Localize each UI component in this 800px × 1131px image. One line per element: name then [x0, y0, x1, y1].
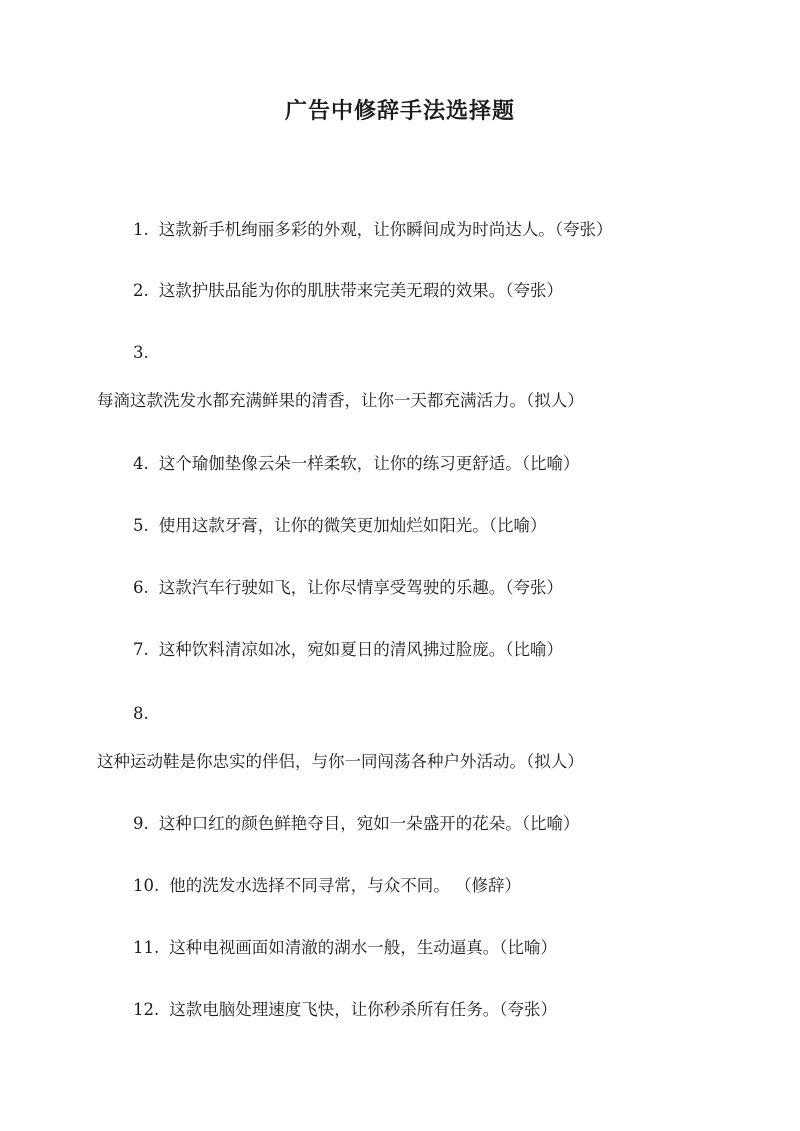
question-item-12 [133, 998, 557, 1022]
question-item-11 [133, 936, 557, 960]
question-number: 11. [133, 938, 160, 957]
question-text: 使用这款牙膏，让你的微笑更加灿烂如阳光。（比喻） [158, 516, 547, 535]
question-number: 7. [133, 640, 149, 659]
question-item-6 [133, 576, 563, 600]
question-number-3: 3. [133, 343, 149, 362]
question-text: 这种饮料清凉如冰，宛如夏日的清风拂过脸庞。（比喻） [158, 640, 563, 659]
question-text: 这种口红的颜色鲜艳夺目，宛如一朵盛开的花朵。（比喻） [158, 814, 580, 833]
question-text: 这款电脑处理速度飞快，让你秒杀所有任务。（夸张） [169, 1000, 557, 1019]
question-number: 12. [133, 1000, 160, 1019]
question-text-3: 每滴这款洗发水都充满鲜果的清香，让你一天都充满活力。（拟人） [97, 391, 584, 410]
question-item-4 [133, 452, 580, 476]
question-number: 9. [133, 814, 149, 833]
question-text: 他的洗发水选择不同寻常，与众不同。 （修辞） [169, 876, 521, 895]
question-text: 这款新手机绚丽多彩的外观，让你瞬间成为时尚达人。（夸张） [158, 220, 613, 239]
question-number: 2. [133, 281, 149, 300]
question-number: 4. [133, 454, 149, 473]
question-item-7 [133, 638, 563, 662]
question-text: 这款汽车行驶如飞，让你尽情享受驾驶的乐趣。（夸张） [158, 578, 563, 597]
question-item-9 [133, 812, 580, 836]
question-number: 5. [133, 516, 149, 535]
question-number: 6. [133, 578, 149, 597]
question-text: 这个瑜伽垫像云朵一样柔软，让你的练习更舒适。（比喻） [158, 454, 580, 473]
question-number: 10. [133, 876, 160, 895]
question-text: 这款护肤品能为你的肌肤带来完美无瑕的效果。（夸张） [158, 281, 563, 300]
document-title: 广告中修辞手法选择题 [284, 98, 515, 124]
question-text: 这种电视画面如清澈的湖水一般，生动逼真。（比喻） [169, 938, 557, 957]
question-text-8: 这种运动鞋是你忠实的伴侣，与你一同闯荡各种户外活动。（拟人） [97, 752, 584, 771]
question-item-2 [133, 279, 563, 303]
question-item-10 [133, 874, 521, 898]
question-number: 1. [133, 220, 149, 239]
question-item-1 [133, 218, 613, 242]
question-item-5 [133, 514, 547, 538]
question-number-8: 8. [133, 704, 149, 723]
